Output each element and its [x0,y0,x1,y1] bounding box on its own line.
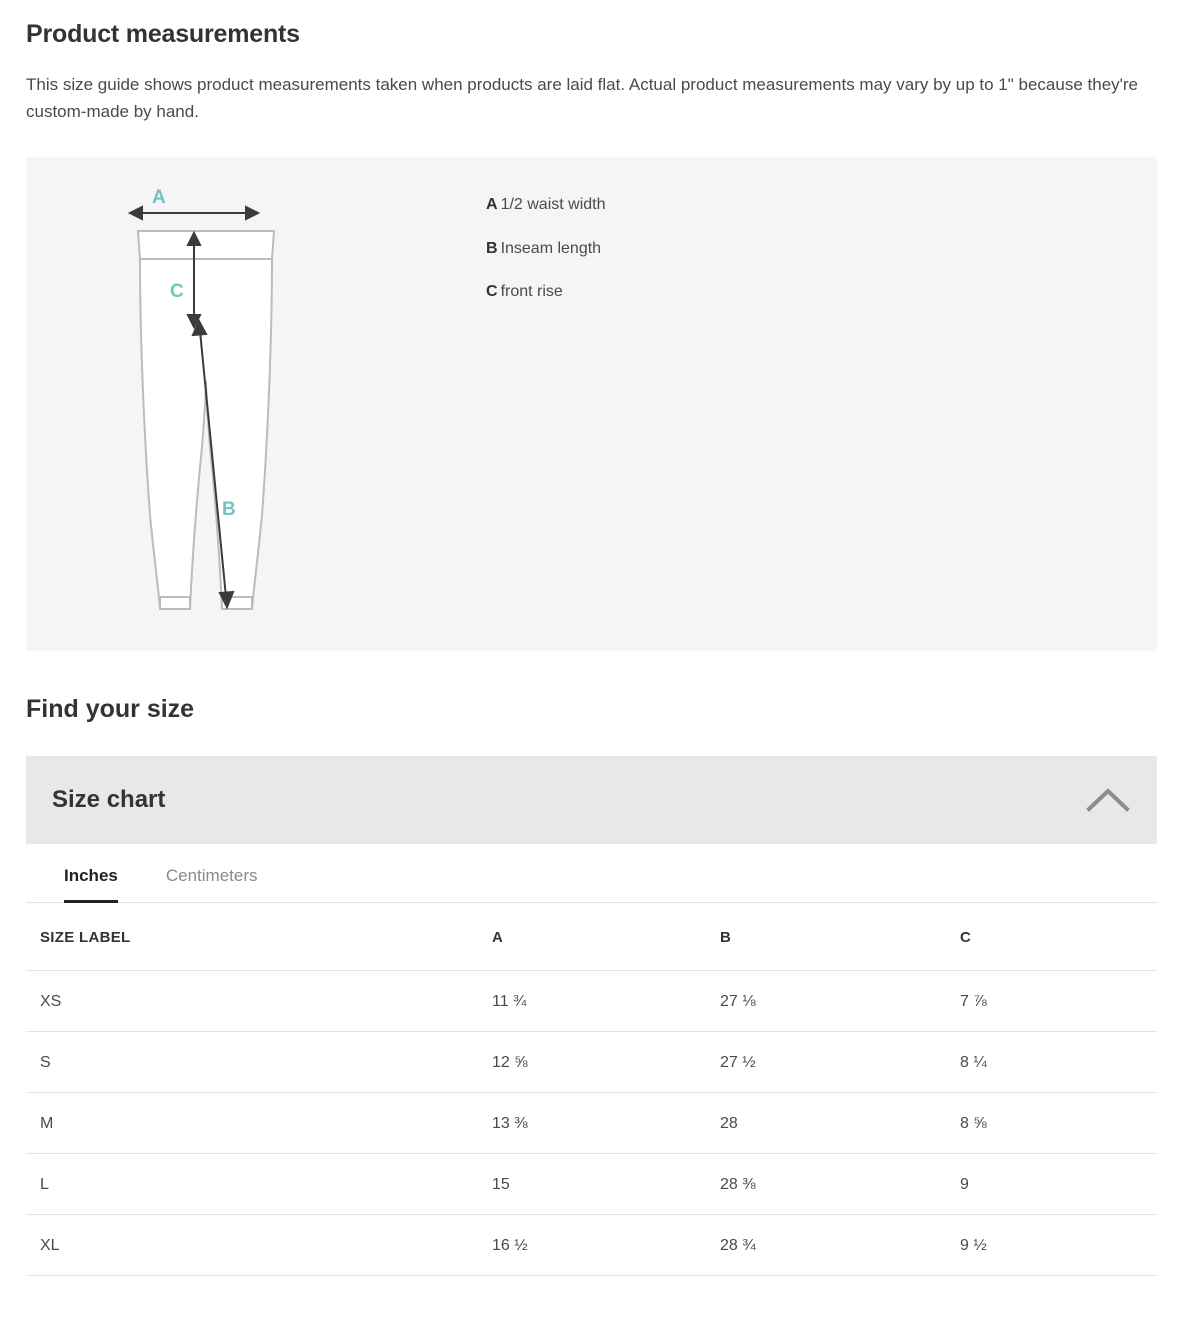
legend-text-b: Inseam length [500,239,602,257]
unit-tabs [26,844,1157,903]
legend-key-c: C [486,282,498,300]
table-row [26,1154,1157,1215]
legend-key-a: A [486,196,498,214]
cell-b: 28 ¾ [720,1215,960,1276]
size-chart-accordion-header[interactable] [26,756,1157,844]
legend-item-c [486,282,606,301]
cell-b: 28 ⅜ [720,1154,960,1215]
size-chart-table-body [26,971,1157,1276]
cell-c: 8 ⅝ [960,1093,1157,1154]
legend-item-b [486,239,606,258]
diagram-label-a: A [152,187,166,209]
measurement-diagram-panel [26,157,1157,651]
leggings-diagram [26,157,486,625]
cell-b: 28 [720,1093,960,1154]
tab-inches[interactable]: Inches [40,844,142,902]
size-chart-title: Size chart [52,786,166,814]
cell-a: 11 ¾ [492,971,720,1032]
diagram-label-c: C [170,281,184,303]
table-row [26,971,1157,1032]
legend-key-b: B [486,239,498,257]
cell-size-label: XL [26,1215,492,1276]
cell-a: 13 ⅜ [492,1093,720,1154]
header-b: B [720,903,960,971]
cell-size-label: S [26,1032,492,1093]
cell-a: 12 ⅝ [492,1032,720,1093]
cell-c: 9 [960,1154,1157,1215]
tab-centimeters[interactable]: Centimeters [165,866,258,886]
header-size-label: SIZE LABEL [26,903,492,971]
header-a: A [492,903,720,971]
table-row [26,1032,1157,1093]
size-chart-table-head [26,903,1157,971]
cell-size-label: XS [26,971,492,1032]
cell-a: 15 [492,1154,720,1215]
cell-size-label: M [26,1093,492,1154]
table-header-row [26,903,1157,971]
measurement-legend [486,157,606,325]
legend-text-c: front rise [500,282,563,300]
diagram-label-b: B [222,499,236,521]
cell-size-label: L [26,1154,492,1215]
cell-b: 27 ⅛ [720,971,960,1032]
table-row [26,1093,1157,1154]
cell-b: 27 ½ [720,1032,960,1093]
legend-item-a [486,195,606,214]
intro-text: This size guide shows product measurements taken when products are laid flat. Actual product measurements may vary by up to 1" because they're custom-made by hand. [26,75,1139,122]
cell-c: 7 ⅞ [960,971,1157,1032]
cell-a: 16 ½ [492,1215,720,1276]
table-row [26,1215,1157,1276]
cell-c: 8 ¼ [960,1032,1157,1093]
legend-text-a: 1/2 waist width [500,196,606,214]
find-your-size-title: Find your size [26,695,195,724]
chevron-up-icon[interactable] [1085,785,1131,815]
size-chart-table [26,903,1157,1276]
page-title: Product measurements [26,20,300,48]
leggings-illustration-svg [126,185,386,625]
header-c: C [960,903,1157,971]
cell-c: 9 ½ [960,1215,1157,1276]
